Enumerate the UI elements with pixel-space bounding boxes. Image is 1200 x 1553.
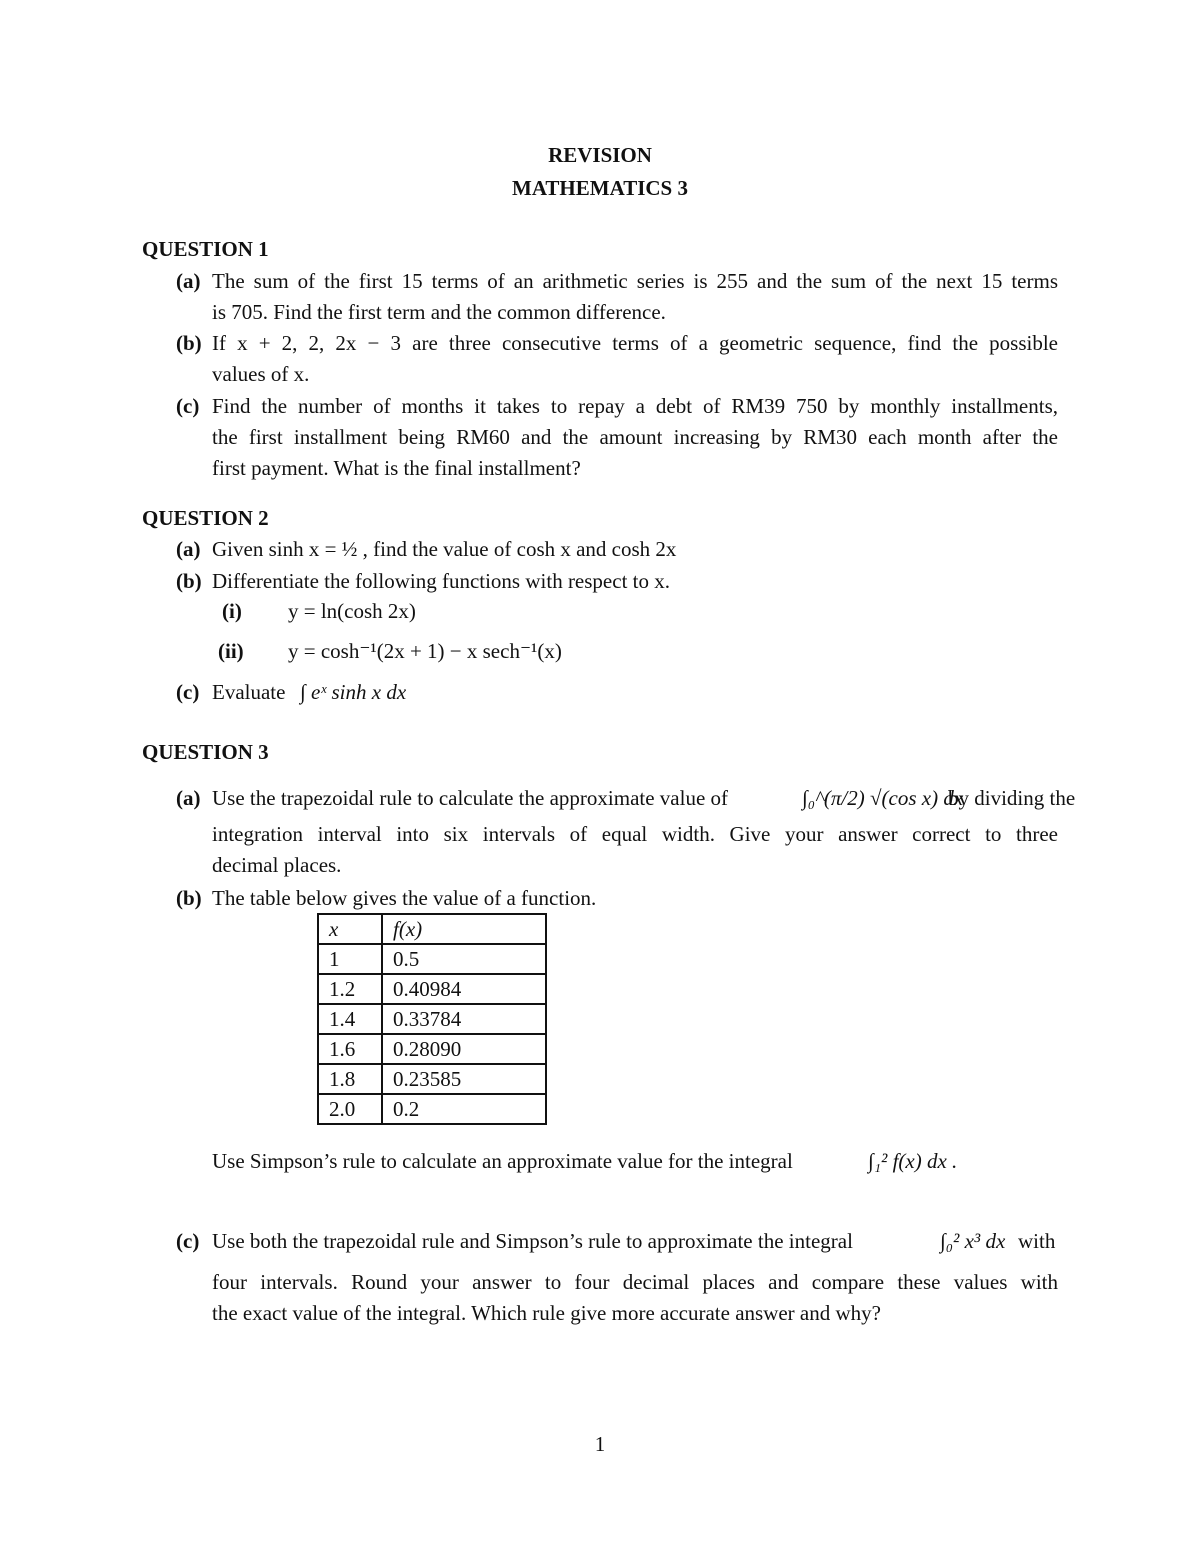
table-row: [318, 974, 546, 1004]
table-cell-fx: 0.5: [382, 944, 546, 974]
q2-b-text: Differentiate the following functions with respect to x.: [212, 569, 670, 593]
table-row: [318, 1004, 546, 1034]
page-number: 1: [594, 1432, 606, 1456]
table-cell-x: 1: [318, 944, 382, 974]
table-cell-fx: 0.33784: [382, 1004, 546, 1034]
q3-b-text: The table below gives the value of a function.: [212, 886, 597, 910]
q1-a-label: (a): [176, 269, 201, 293]
q3-c-line1-end: with: [1018, 1229, 1056, 1253]
q3-c-label: (c): [176, 1229, 200, 1253]
q3-b-label: (b): [176, 886, 202, 910]
q1-c-label: (c): [176, 394, 200, 418]
q3-b-integral: ∫₁² f(x) dx .: [868, 1149, 958, 1173]
q2-b-label: (b): [176, 569, 202, 593]
q3-a-line3: decimal places.: [212, 853, 342, 877]
q2-a-label: (a): [176, 537, 201, 561]
q2-a-text: Given sinh x = ½ , find the value of cosh x and cosh 2x: [212, 537, 677, 561]
table-row: [318, 1094, 546, 1124]
table-header-row: [318, 914, 546, 944]
q2-c-integral: ∫ eˣ sinh x dx: [300, 680, 407, 704]
table-header-x: x: [318, 914, 382, 944]
table-row: [318, 1064, 546, 1094]
table-cell-x: 1.2: [318, 974, 382, 1004]
q3-c-line3: the exact value of the integral. Which rule give more accurate answer and why?: [212, 1301, 881, 1325]
q3-c-line2: four intervals. Round your answer to four decimal places and compare these values with: [212, 1270, 1058, 1294]
question-3-heading: QUESTION 3: [142, 740, 269, 764]
q3-c-integral: ∫₀² x³ dx: [940, 1229, 1006, 1253]
q1-a-line2: is 705. Find the first term and the common difference.: [212, 300, 666, 324]
table-cell-x: 2.0: [318, 1094, 382, 1124]
table-row: [318, 1034, 546, 1064]
q1-c-line3: first payment. What is the final installment?: [212, 456, 581, 480]
q3-a-line2: integration interval into six intervals of equal width. Give your answer correct to three: [212, 822, 1058, 846]
q2-bi-label: (i): [222, 599, 242, 623]
table-cell-fx: 0.28090: [382, 1034, 546, 1064]
q2-bi-expression: y = ln(cosh 2x): [288, 599, 416, 623]
q2-bii-label: (ii): [218, 639, 244, 663]
q3-c-line1-start: Use both the trapezoidal rule and Simpson’s rule to approximate the integral: [212, 1229, 853, 1253]
table-row: [318, 944, 546, 974]
table-cell-fx: 0.40984: [382, 974, 546, 1004]
document-subtitle: MATHEMATICS 3: [512, 176, 688, 200]
q2-bii-expression: y = cosh⁻¹(2x + 1) − x sech⁻¹(x): [288, 639, 562, 663]
q3-a-label: (a): [176, 786, 201, 810]
table-cell-x: 1.6: [318, 1034, 382, 1064]
q1-c-line2: the first installment being RM60 and the amount increasing by RM30 each month after the: [212, 425, 1058, 449]
q3-b-after-text: Use Simpson’s rule to calculate an approximate value for the integral: [212, 1149, 793, 1173]
function-value-table: [317, 913, 547, 1125]
table-cell-fx: 0.23585: [382, 1064, 546, 1094]
document-title: REVISION: [548, 143, 652, 167]
q1-b-line1: If x + 2, 2, 2x − 3 are three consecutive terms of a geometric sequence, find the possible: [212, 331, 1058, 355]
table-cell-x: 1.8: [318, 1064, 382, 1094]
q1-b-label: (b): [176, 331, 202, 355]
q3-a-line1-end: by dividing the: [948, 786, 1076, 810]
q3-a-line1-start: Use the trapezoidal rule to calculate the approximate value of: [212, 786, 729, 810]
q2-c-label: (c): [176, 680, 200, 704]
question-2-heading: QUESTION 2: [142, 506, 269, 530]
question-1-heading: QUESTION 1: [142, 237, 269, 261]
q3-a-integral: ∫₀^(π/2) √(cos x) dx: [802, 786, 964, 810]
q1-a-line1: The sum of the first 15 terms of an arithmetic series is 255 and the sum of the next 15 terms: [212, 269, 1058, 293]
table-header-fx: f(x): [382, 914, 546, 944]
table-cell-fx: 0.2: [382, 1094, 546, 1124]
q1-b-line2: values of x.: [212, 362, 310, 386]
q2-c-text: Evaluate: [212, 680, 286, 704]
table-cell-x: 1.4: [318, 1004, 382, 1034]
q1-c-line1: Find the number of months it takes to repay a debt of RM39 750 by monthly installments,: [212, 394, 1058, 418]
